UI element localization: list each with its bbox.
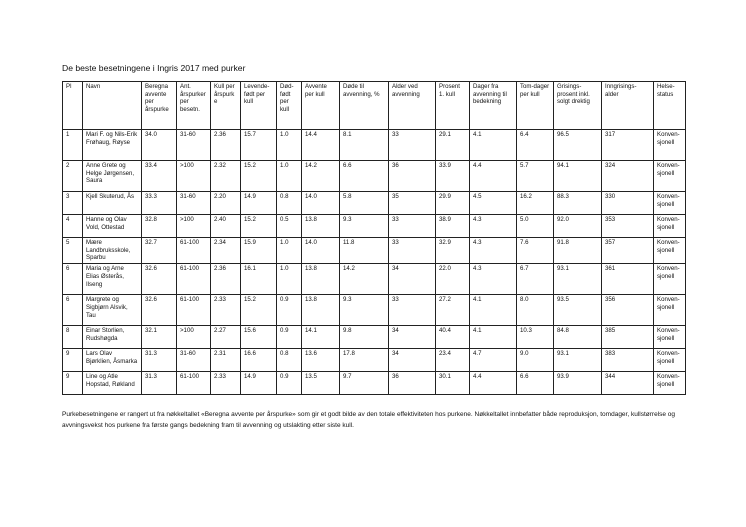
- table-cell: 92.0: [554, 215, 602, 238]
- results-table: [62, 81, 686, 395]
- table-cell: 324: [602, 161, 654, 192]
- table-cell: 27.2: [436, 295, 470, 326]
- table-cell: 2: [63, 161, 83, 192]
- table-cell: Mari F. og Nils-Erik Frøhaug, Røyse: [83, 130, 142, 161]
- table-cell: 9: [63, 372, 83, 395]
- table-cell: 5.0: [517, 215, 554, 238]
- table-cell: 34: [389, 326, 436, 349]
- table-cell: 61-100: [177, 372, 211, 395]
- table-cell: 2.34: [211, 238, 241, 264]
- table-cell: 4.1: [470, 130, 517, 161]
- table-cell: 84.8: [554, 326, 602, 349]
- table-cell: Konven-sjonell: [654, 295, 686, 326]
- table-cell: 33.3: [142, 192, 177, 215]
- table-cell: 15.2: [241, 215, 277, 238]
- table-cell: 33: [389, 130, 436, 161]
- table-cell: Lars Olav Bjørklien, Åsmarka: [83, 349, 142, 372]
- column-header: Levende-født per kull: [241, 82, 277, 130]
- column-header: Grisings-prosent inkl. solgt drektig: [554, 82, 602, 130]
- table-cell: 17.8: [340, 349, 389, 372]
- table-cell: 3: [63, 192, 83, 215]
- table-cell: 34: [389, 264, 436, 295]
- table-cell: Konven-sjonell: [654, 326, 686, 349]
- table-cell: 14.2: [340, 264, 389, 295]
- table-cell: 2.31: [211, 349, 241, 372]
- table-cell: 13.8: [302, 264, 340, 295]
- table-cell: 4.3: [470, 264, 517, 295]
- table-cell: Margrete og Sigbjørn Alsvik, Tau: [83, 295, 142, 326]
- table-cell: 4.4: [470, 372, 517, 395]
- table-cell: 32.9: [436, 238, 470, 264]
- table-cell: 30.1: [436, 372, 470, 395]
- table-row: [63, 238, 686, 264]
- table-cell: 14.9: [241, 192, 277, 215]
- table-cell: 6: [63, 295, 83, 326]
- table-cell: 2.32: [211, 161, 241, 192]
- table-cell: 330: [602, 192, 654, 215]
- table-cell: 15.6: [241, 326, 277, 349]
- table-cell: Maria og Arne Elias Østerås, Ilseng: [83, 264, 142, 295]
- table-cell: 9.0: [517, 349, 554, 372]
- table-cell: Kjell Skuterud, Ås: [83, 192, 142, 215]
- column-header: Døde til avvenning, %: [340, 82, 389, 130]
- table-cell: 353: [602, 215, 654, 238]
- table-cell: 6.7: [517, 264, 554, 295]
- table-cell: Konven-sjonell: [654, 238, 686, 264]
- table-cell: 34: [389, 349, 436, 372]
- table-cell: 33.4: [142, 161, 177, 192]
- table-cell: 4.1: [470, 326, 517, 349]
- table-cell: 29.1: [436, 130, 470, 161]
- table-cell: 36: [389, 161, 436, 192]
- table-cell: 14.2: [302, 161, 340, 192]
- table-cell: 36: [389, 372, 436, 395]
- table-row: [63, 326, 686, 349]
- table-cell: 317: [602, 130, 654, 161]
- table-cell: 0.9: [277, 295, 302, 326]
- table-cell: 4.5: [470, 192, 517, 215]
- table-cell: Konven-sjonell: [654, 372, 686, 395]
- table-row: [63, 295, 686, 326]
- table-cell: 0.8: [277, 349, 302, 372]
- table-cell: 14.1: [302, 326, 340, 349]
- table-cell: 344: [602, 372, 654, 395]
- table-cell: 0.9: [277, 372, 302, 395]
- table-cell: >100: [177, 326, 211, 349]
- table-cell: 9.8: [340, 326, 389, 349]
- table-cell: Line og Atle Hopstad, Røkland: [83, 372, 142, 395]
- table-cell: 31-60: [177, 130, 211, 161]
- column-header: Avvente per kull: [302, 82, 340, 130]
- table-cell: 61-100: [177, 295, 211, 326]
- column-header: Dager fra avvenning til bedekning: [470, 82, 517, 130]
- column-header: Navn: [83, 82, 142, 130]
- column-header: Ant. årspurker per besetn.: [177, 82, 211, 130]
- table-cell: 2.33: [211, 372, 241, 395]
- table-cell: 23.4: [436, 349, 470, 372]
- table-cell: 32.6: [142, 295, 177, 326]
- table-cell: 15.2: [241, 295, 277, 326]
- table-cell: 31-60: [177, 349, 211, 372]
- table-row: [63, 349, 686, 372]
- table-cell: 2.36: [211, 130, 241, 161]
- table-cell: 9.3: [340, 215, 389, 238]
- table-cell: 11.8: [340, 238, 389, 264]
- table-cell: 8: [63, 326, 83, 349]
- table-body: [63, 130, 686, 395]
- table-cell: 5.7: [517, 161, 554, 192]
- column-header: Helse-status: [654, 82, 686, 130]
- table-cell: 9.7: [340, 372, 389, 395]
- table-cell: 8.0: [517, 295, 554, 326]
- table-cell: 9.3: [340, 295, 389, 326]
- table-cell: 31.3: [142, 349, 177, 372]
- table-cell: 32.6: [142, 264, 177, 295]
- table-cell: 13.6: [302, 349, 340, 372]
- table-cell: 4.4: [470, 161, 517, 192]
- table-cell: 93.1: [554, 264, 602, 295]
- table-cell: 1.0: [277, 130, 302, 161]
- table-cell: Anne Grete og Helge Jørgensen, Saura: [83, 161, 142, 192]
- table-cell: 94.1: [554, 161, 602, 192]
- table-cell: 14.9: [241, 372, 277, 395]
- page-title: De beste besetningene i Ingris 2017 med purker: [62, 63, 246, 73]
- table-cell: 32.1: [142, 326, 177, 349]
- table-cell: 61-100: [177, 238, 211, 264]
- table-cell: 5: [63, 238, 83, 264]
- table-cell: 13.8: [302, 215, 340, 238]
- table-row: [63, 372, 686, 395]
- table-cell: 357: [602, 238, 654, 264]
- table-cell: 29.9: [436, 192, 470, 215]
- table-cell: Einar Storlien, Rudshøgda: [83, 326, 142, 349]
- table-cell: 16.1: [241, 264, 277, 295]
- table-cell: 361: [602, 264, 654, 295]
- table-cell: 14.0: [302, 238, 340, 264]
- column-header: Tom-dager per kull: [517, 82, 554, 130]
- table-cell: 91.8: [554, 238, 602, 264]
- column-header: Beregna avvente per årspurke: [142, 82, 177, 130]
- table-cell: 38.9: [436, 215, 470, 238]
- table-cell: 93.1: [554, 349, 602, 372]
- table-cell: 34.0: [142, 130, 177, 161]
- table-cell: Hanne og Olav Vold, Ottestad: [83, 215, 142, 238]
- table-cell: 33: [389, 215, 436, 238]
- table-cell: 2.33: [211, 295, 241, 326]
- table-cell: 356: [602, 295, 654, 326]
- column-header: Pl: [63, 82, 83, 130]
- table-cell: 4.7: [470, 349, 517, 372]
- table-cell: 4: [63, 215, 83, 238]
- table-cell: Konven-sjonell: [654, 161, 686, 192]
- table-cell: 4.3: [470, 238, 517, 264]
- table-cell: 15.7: [241, 130, 277, 161]
- table-cell: 2.20: [211, 192, 241, 215]
- column-header: Prosent 1. kull: [436, 82, 470, 130]
- table-cell: 22.0: [436, 264, 470, 295]
- table-cell: 88.3: [554, 192, 602, 215]
- table-cell: 6: [63, 264, 83, 295]
- table-cell: 33.9: [436, 161, 470, 192]
- table-cell: >100: [177, 215, 211, 238]
- column-header: Død-født per kull: [277, 82, 302, 130]
- table-cell: 9: [63, 349, 83, 372]
- table-cell: 0.5: [277, 215, 302, 238]
- table-cell: 31-60: [177, 192, 211, 215]
- table-cell: 96.5: [554, 130, 602, 161]
- table-cell: 1.0: [277, 264, 302, 295]
- table-cell: 40.4: [436, 326, 470, 349]
- table-cell: 16.6: [241, 349, 277, 372]
- table-cell: 2.40: [211, 215, 241, 238]
- table-cell: 383: [602, 349, 654, 372]
- table-cell: 16.2: [517, 192, 554, 215]
- table-cell: 2.27: [211, 326, 241, 349]
- table-cell: 1.0: [277, 238, 302, 264]
- table-cell: 32.7: [142, 238, 177, 264]
- table-cell: Konven-sjonell: [654, 264, 686, 295]
- table-cell: 13.8: [302, 295, 340, 326]
- table-cell: 33: [389, 295, 436, 326]
- table-cell: 0.8: [277, 192, 302, 215]
- table-cell: 5.8: [340, 192, 389, 215]
- table-cell: 10.3: [517, 326, 554, 349]
- table-cell: 93.9: [554, 372, 602, 395]
- table-cell: 4.3: [470, 215, 517, 238]
- table-cell: 0.9: [277, 326, 302, 349]
- table-cell: 14.0: [302, 192, 340, 215]
- table-cell: 33: [389, 238, 436, 264]
- table-cell: 32.8: [142, 215, 177, 238]
- table-cell: 31.3: [142, 372, 177, 395]
- table-cell: 1: [63, 130, 83, 161]
- column-header: Alder ved avvenning: [389, 82, 436, 130]
- header-row: [63, 82, 686, 130]
- table-cell: 15.9: [241, 238, 277, 264]
- table-cell: Mære Landbruksskole, Sparbu: [83, 238, 142, 264]
- table-cell: 93.5: [554, 295, 602, 326]
- table-cell: 385: [602, 326, 654, 349]
- footnote: Purkebesetningene er rangert ut fra nøkkeltallet «Beregna avvente per årspurke» som gir et godt bilde av den totale effektiviteten hos purkene. Nøkkeltallet innbefatter både reproduksjon, tomdager, kullstørrelse og avvningsvekst hos purkene fra første gangs bedekning fram til avvenning og utslakting etter siste kull.: [62, 411, 676, 429]
- table-cell: 8.1: [340, 130, 389, 161]
- table-cell: 6.6: [517, 372, 554, 395]
- table-cell: 6.6: [340, 161, 389, 192]
- table-cell: 1.0: [277, 161, 302, 192]
- column-header: Kull per årspurke: [211, 82, 241, 130]
- table-cell: Konven-sjonell: [654, 349, 686, 372]
- table-cell: 14.4: [302, 130, 340, 161]
- table-cell: 13.5: [302, 372, 340, 395]
- table-cell: 4.1: [470, 295, 517, 326]
- table-cell: Konven-sjonell: [654, 192, 686, 215]
- column-header: Inngrisings-alder: [602, 82, 654, 130]
- table-cell: Konven-sjonell: [654, 215, 686, 238]
- table-row: [63, 264, 686, 295]
- table-cell: Konven-sjonell: [654, 130, 686, 161]
- table-row: [63, 215, 686, 238]
- table-row: [63, 192, 686, 215]
- table-row: [63, 130, 686, 161]
- table-cell: 61-100: [177, 264, 211, 295]
- table-cell: 7.6: [517, 238, 554, 264]
- table-cell: 6.4: [517, 130, 554, 161]
- table-cell: 2.36: [211, 264, 241, 295]
- table-cell: 15.2: [241, 161, 277, 192]
- table-row: [63, 161, 686, 192]
- table-cell: >100: [177, 161, 211, 192]
- table-cell: 35: [389, 192, 436, 215]
